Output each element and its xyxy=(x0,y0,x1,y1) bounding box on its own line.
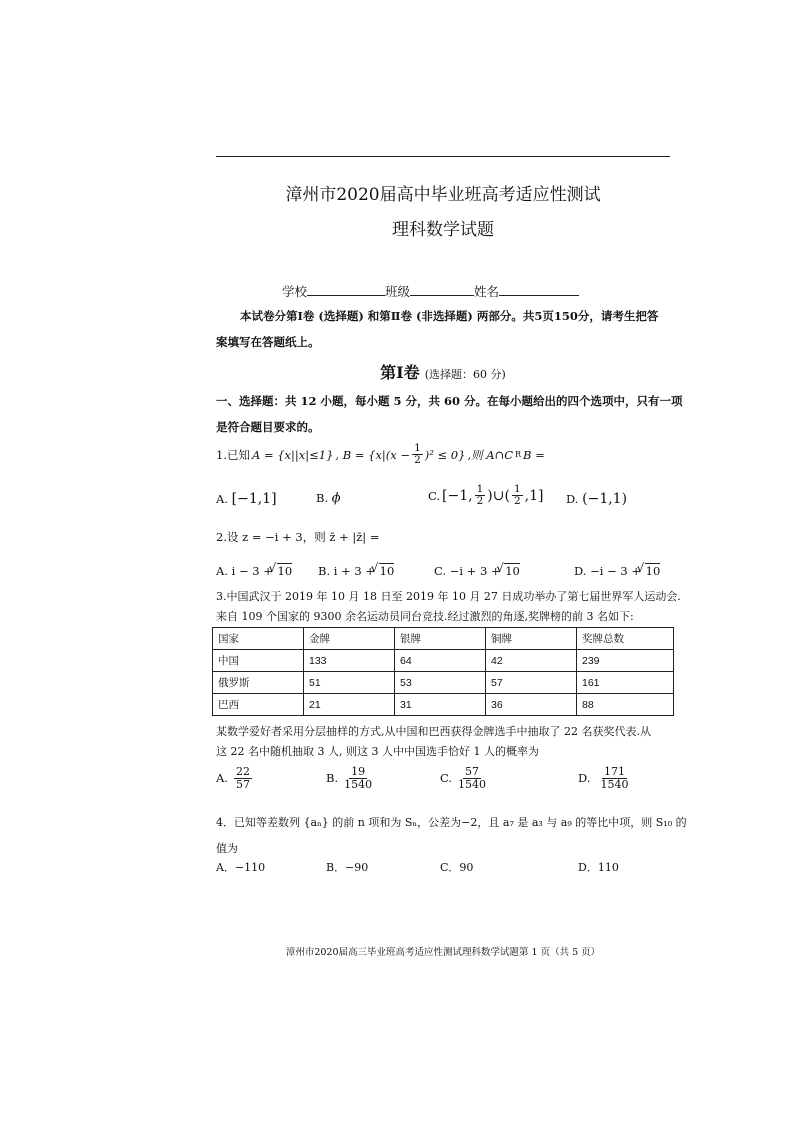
question-2: 2.设 z = −i + 3，则 z̄ + |z̄| = xyxy=(216,530,380,544)
q1-ask: ,则 A∩C xyxy=(467,447,514,462)
table-header-cell: 银牌 xyxy=(395,628,486,650)
q4-option-a[interactable]: A．−110 xyxy=(216,861,266,874)
table-header-cell: 国家 xyxy=(213,628,304,650)
table-header-row xyxy=(213,628,674,650)
table-cell: 64 xyxy=(395,650,486,672)
table-cell: 俄罗斯 xyxy=(213,672,304,694)
table-cell: 53 xyxy=(395,672,486,694)
table-cell: 31 xyxy=(395,694,486,716)
q2-option-a[interactable]: A. i − 3 + √ 10 xyxy=(216,563,292,578)
question-1 xyxy=(216,443,545,466)
table-cell: 57 xyxy=(486,672,577,694)
q1-set-a: A = {x||x|≤1} xyxy=(251,447,334,462)
section-title: 第Ⅰ卷 xyxy=(380,363,420,382)
exam-title: 漳州市2020届高中毕业班高考适应性测试 xyxy=(285,185,601,205)
q4-line-2: 值为 xyxy=(216,842,238,855)
school-blank[interactable] xyxy=(307,284,385,296)
q2-option-b[interactable]: B. i + 3 + √ 10 xyxy=(318,563,394,578)
school-label: 学校 xyxy=(282,284,308,299)
header-rule xyxy=(216,156,670,157)
table-cell: 161 xyxy=(577,672,674,694)
q1-option-b[interactable]: B. ϕ xyxy=(316,491,341,506)
q2-option-c[interactable]: C. −i + 3 + √ 10 xyxy=(434,563,520,578)
table-row xyxy=(213,694,674,716)
table-header-cell: 奖牌总数 xyxy=(577,628,674,650)
section-heading xyxy=(216,360,670,383)
name-blank[interactable] xyxy=(499,284,579,296)
name-label: 姓名 xyxy=(474,284,500,299)
q1-half-fraction: $\frac{1}{2}$ xyxy=(414,442,421,467)
q1-option-a[interactable]: A. [−1,1] xyxy=(216,491,277,507)
q3-line-1: 3.中国武汉于 2019 年 10 月 18 日至 2019 年 10 月 27 日成功举办了第七届世界军人运动会. xyxy=(216,590,681,603)
q1-prefix: 1.已知 xyxy=(216,447,250,462)
student-info-fields xyxy=(282,282,579,300)
section-note: (选择题：60 分) xyxy=(424,368,506,381)
table-header-cell: 铜牌 xyxy=(486,628,577,650)
table-cell: 133 xyxy=(304,650,395,672)
q1-set-b-open: , B = {x|(x − xyxy=(335,447,411,462)
part1-line-1: 一、选择题：共 12 小题，每小题 5 分，共 60 分。在每小题给出的四个选项中，只有一项 xyxy=(216,394,683,408)
q4-option-d[interactable]: D．110 xyxy=(578,861,619,874)
q1-option-c[interactable]: C. [−1, $\frac{1}{2}$ )∪( $\frac{1}{2}$ ,1] xyxy=(428,483,544,508)
medal-table xyxy=(212,627,674,716)
q2-option-d[interactable]: D. −i − 3 + √ 10 xyxy=(574,563,660,578)
exam-subtitle: 理科数学试题 xyxy=(392,220,494,240)
table-cell: 中国 xyxy=(213,650,304,672)
class-blank[interactable] xyxy=(410,284,474,296)
q3-line-4: 这 22 名中随机抽取 3 人, 则这 3 人中中国选手恰好 1 人的概率为 xyxy=(216,745,539,758)
q1-set-b-close: )² ≤ 0} xyxy=(424,447,466,462)
intro-line-1: 本试卷分第Ⅰ卷 (选择题) 和第Ⅱ卷 (非选择题) 两部分。共5页150分，请考生把答 xyxy=(240,309,659,323)
q1-option-d[interactable]: D. (−1,1) xyxy=(566,491,628,507)
q1-ask-end: B = xyxy=(523,447,545,462)
q4-option-b[interactable]: B．−90 xyxy=(326,861,369,874)
table-row xyxy=(213,650,674,672)
table-cell: 42 xyxy=(486,650,577,672)
q1-ask-sub: R xyxy=(515,450,522,460)
q4-line-1: 4．已知等差数列 {aₙ} 的前 n 项和为 Sₙ，公差为−2，且 a₇ 是 a₃ 与 a₉ 的等比中项，则 S₁₀ 的 xyxy=(216,816,687,829)
table-cell: 巴西 xyxy=(213,694,304,716)
q3-option-a[interactable]: A. $\frac{22}{57}$ xyxy=(216,765,250,791)
table-row xyxy=(213,672,674,694)
q3-option-b[interactable]: B. $\frac{19}{1540}$ xyxy=(326,765,373,791)
table-cell: 36 xyxy=(486,694,577,716)
part1-line-2: 是符合题目要求的。 xyxy=(216,420,320,434)
q3-line-3: 某数学爱好者采用分层抽样的方式,从中国和巴西获得金牌选手中抽取了 22 名获奖代表.从 xyxy=(216,725,651,738)
table-cell: 21 xyxy=(304,694,395,716)
table-cell: 88 xyxy=(577,694,674,716)
class-label: 班级 xyxy=(385,284,411,299)
q3-line-2: 来自 109 个国家的 9300 余名运动员同台竞技.经过激烈的角逐,奖牌榜的前 3 名如下: xyxy=(216,610,634,623)
table-cell: 51 xyxy=(304,672,395,694)
page-footer: 漳州市2020届高三毕业班高考适应性测试理科数学试题第 1 页（共 5 页） xyxy=(285,947,601,958)
q4-option-c[interactable]: C．90 xyxy=(440,861,474,874)
table-header-cell: 金牌 xyxy=(304,628,395,650)
q3-option-c[interactable]: C. $\frac{57}{1540}$ xyxy=(440,765,487,791)
table-cell: 239 xyxy=(577,650,674,672)
intro-line-2: 案填写在答题纸上。 xyxy=(216,335,320,349)
q3-option-d[interactable]: D. $\frac{171}{1540}$ xyxy=(578,765,629,791)
